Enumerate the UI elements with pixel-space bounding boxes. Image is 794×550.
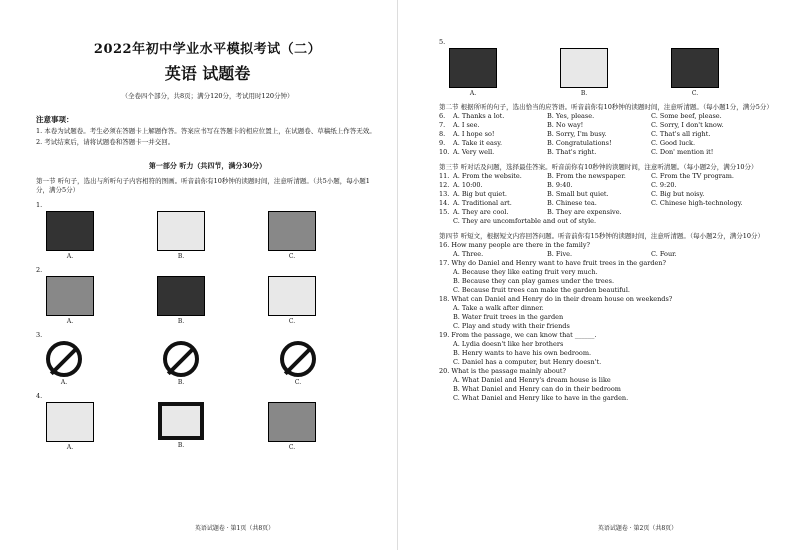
section-4-instructions: 第四节 听短文，根据短文内容回答问题。听音前你有15秒钟的读题时间，注意听清题。（每小题2分，满分10分）	[439, 232, 764, 240]
option-label: A.	[469, 90, 477, 97]
option-b: B. Because they can play games under the trees.	[453, 277, 615, 285]
option-a: A. From the website.	[453, 172, 522, 180]
option-a: A. I hope so!	[453, 130, 495, 138]
option-b: B. Chinese tea.	[547, 199, 597, 207]
question-number: 4.	[36, 392, 43, 400]
option-b: B. 9:40.	[547, 181, 573, 189]
section-3-instructions: 第三节 听对话及问题，选择最佳答案。听音前你有10秒钟的读题时间，注意听清题。（每小题2分，满分10分）	[439, 163, 758, 171]
question-number: 15.	[439, 208, 450, 216]
question-5-images	[449, 48, 719, 97]
option-c: C. What Daniel and Henry like to have in the garden.	[453, 394, 629, 402]
question-number: 2.	[36, 266, 43, 274]
note-1: 1. 本卷为试题卷。考生必须在答题卡上解题作答。答案应书写在答题卡的相应位置上，在试题卷、草稿纸上作答无效。	[36, 127, 376, 135]
option-label: A.	[66, 444, 74, 451]
no-fire-icon	[280, 341, 316, 377]
option-a: A. Big but quiet.	[453, 190, 507, 198]
option-a: A. Traditional art.	[453, 199, 512, 207]
option-c	[651, 208, 751, 217]
exam-subtitle: 英语 试题卷	[164, 64, 251, 83]
option-a: A. I see.	[453, 121, 480, 129]
option-b: B. What Daniel and Henry can do in their bedroom	[453, 385, 621, 393]
option-label: B.	[177, 318, 185, 325]
question-number: 6.	[439, 112, 446, 120]
photo-image	[268, 211, 316, 251]
option-label: B.	[177, 379, 185, 386]
option-label: B.	[580, 90, 588, 97]
question-16: 16. How many people are there in the family?	[439, 241, 591, 249]
section-2-options	[439, 112, 778, 157]
elephant-image	[560, 48, 608, 88]
option-a: A. Take a walk after dinner.	[453, 304, 544, 312]
no-swimming-icon	[46, 341, 82, 377]
option-label: A.	[60, 379, 68, 386]
person-at-door-image	[46, 402, 94, 442]
page-footer: 英语试题卷 · 第1页（共8页）	[194, 525, 275, 532]
option-c: C. Chinese high-technology.	[651, 199, 743, 207]
option-b: B. Five.	[547, 250, 573, 258]
frame-image	[158, 402, 204, 440]
note-2: 2. 考试结束后，请将试题卷和答题卡一并交回。	[36, 138, 175, 146]
option-b: B. No way!	[547, 121, 584, 129]
question-19: 19. From the passage, we can know that ______.	[439, 331, 597, 339]
option-label: A.	[66, 318, 74, 325]
photo-image	[157, 276, 205, 316]
section-1-instructions: 第一节 听句子，选出与所听句子内容相符的图画。听音前你有10秒钟的读题时间，注意听清题。（共5小题，每小题1分，满分5分）	[36, 177, 370, 194]
option-label: C.	[288, 253, 296, 260]
option-a: A. Lydia doesn't like her brothers	[453, 340, 564, 348]
option-label: B.	[177, 442, 185, 449]
question-number: 9.	[439, 139, 446, 147]
option-b: B. That's right.	[547, 148, 597, 156]
option-c: C. Because fruit trees can make the garden beautiful.	[453, 286, 630, 294]
question-number: 10.	[439, 148, 450, 156]
section-2-instructions: 第二节 根据所听的句子，选出恰当的应答语。听音前你有10秒钟的读题时间，注意听清题。（每小题1分，满分5分）	[439, 103, 773, 111]
question-1-images	[46, 211, 316, 260]
option-b: B. Yes, please.	[547, 112, 595, 120]
option-c: C. Play and study with their friends	[453, 322, 570, 330]
option-c: C. Four.	[651, 250, 677, 258]
cartoon-image	[157, 211, 205, 251]
exam-title: 2022年初中学业水平模拟考试（二）	[93, 42, 322, 57]
option-c: C. Big but noisy.	[651, 190, 705, 198]
option-c: C. That's all right.	[651, 130, 711, 138]
question-number: 13.	[439, 190, 450, 198]
photo-image	[449, 48, 497, 88]
question-number: 8.	[439, 130, 446, 138]
option-label: A.	[66, 253, 74, 260]
option-b: B. Congratulations!	[547, 139, 612, 147]
question-3-images	[46, 341, 316, 386]
option-label: C.	[691, 90, 699, 97]
photo-image	[46, 276, 94, 316]
question-number: 3.	[36, 331, 43, 339]
question-number: 12.	[439, 181, 450, 189]
option-c: C. Some beef, please.	[651, 112, 722, 120]
option-c: C. They are uncomfortable and out of style.	[453, 217, 597, 225]
option-b: B. Small but quiet.	[547, 190, 609, 198]
option-c: C. Sorry, I don't know.	[651, 121, 724, 129]
option-a: A. What Daniel and Henry's dream house is like	[453, 376, 611, 384]
option-a: A. Because they like eating fruit very much.	[453, 268, 598, 276]
question-number: 11.	[439, 172, 450, 180]
option-a: A. Three.	[453, 250, 484, 258]
option-label: C.	[294, 379, 302, 386]
option-label: C.	[288, 318, 296, 325]
no-phone-icon	[163, 341, 199, 377]
question-4-images	[46, 402, 316, 451]
question-2-images	[46, 276, 316, 325]
photo-image	[46, 211, 94, 251]
right-page	[397, 0, 794, 550]
question-number: 14.	[439, 199, 450, 207]
option-b: B. They are expensive.	[547, 208, 622, 216]
question-number: 1.	[36, 201, 43, 209]
option-b: B. Henry wants to have his own bedroom.	[453, 349, 592, 357]
option-c: C. Don' mention it!	[651, 148, 714, 156]
option-label: C.	[288, 444, 296, 451]
question-17: 17. Why do Daniel and Henry want to have fruit trees in the garden?	[439, 259, 667, 267]
question-20: 20. What is the passage mainly about?	[439, 367, 567, 375]
question-number: 7.	[439, 121, 446, 129]
option-c: C. Daniel has a computer, but Henry doesn't.	[453, 358, 602, 366]
page-footer: 英语试题卷 · 第2页（共8页）	[597, 525, 678, 532]
photo-image	[268, 276, 316, 316]
option-c: C. From the TV program.	[651, 172, 734, 180]
photo-image	[671, 48, 719, 88]
option-a: A. Take it easy.	[453, 139, 503, 147]
option-b: B. Sorry, I'm busy.	[547, 130, 607, 138]
exam-meta: （全卷四个部分，共8页；满分120分，考试用时120分钟）	[121, 92, 294, 100]
option-a: A. 10:00.	[453, 181, 483, 189]
option-a: A. They are cool.	[453, 208, 509, 216]
question-number: 5.	[439, 38, 446, 46]
option-a: A. Very well.	[453, 148, 495, 156]
option-a: A. Thanks a lot.	[453, 112, 505, 120]
screen-image	[268, 402, 316, 442]
option-b: B. Water fruit trees in the garden	[453, 313, 564, 321]
option-c: C. Good luck.	[651, 139, 696, 147]
part-1-heading: 第一部分 听力（共四节，满分30分）	[148, 161, 267, 170]
question-16-options	[439, 250, 778, 259]
option-c: C. 9:20.	[651, 181, 677, 189]
question-18: 18. What can Daniel and Henry do in their dream house on weekends?	[439, 295, 673, 303]
section-3-options	[439, 172, 778, 217]
notes-heading: 注意事项：	[36, 115, 74, 124]
option-b: B. From the newspaper.	[547, 172, 626, 180]
option-label: B.	[177, 253, 185, 260]
